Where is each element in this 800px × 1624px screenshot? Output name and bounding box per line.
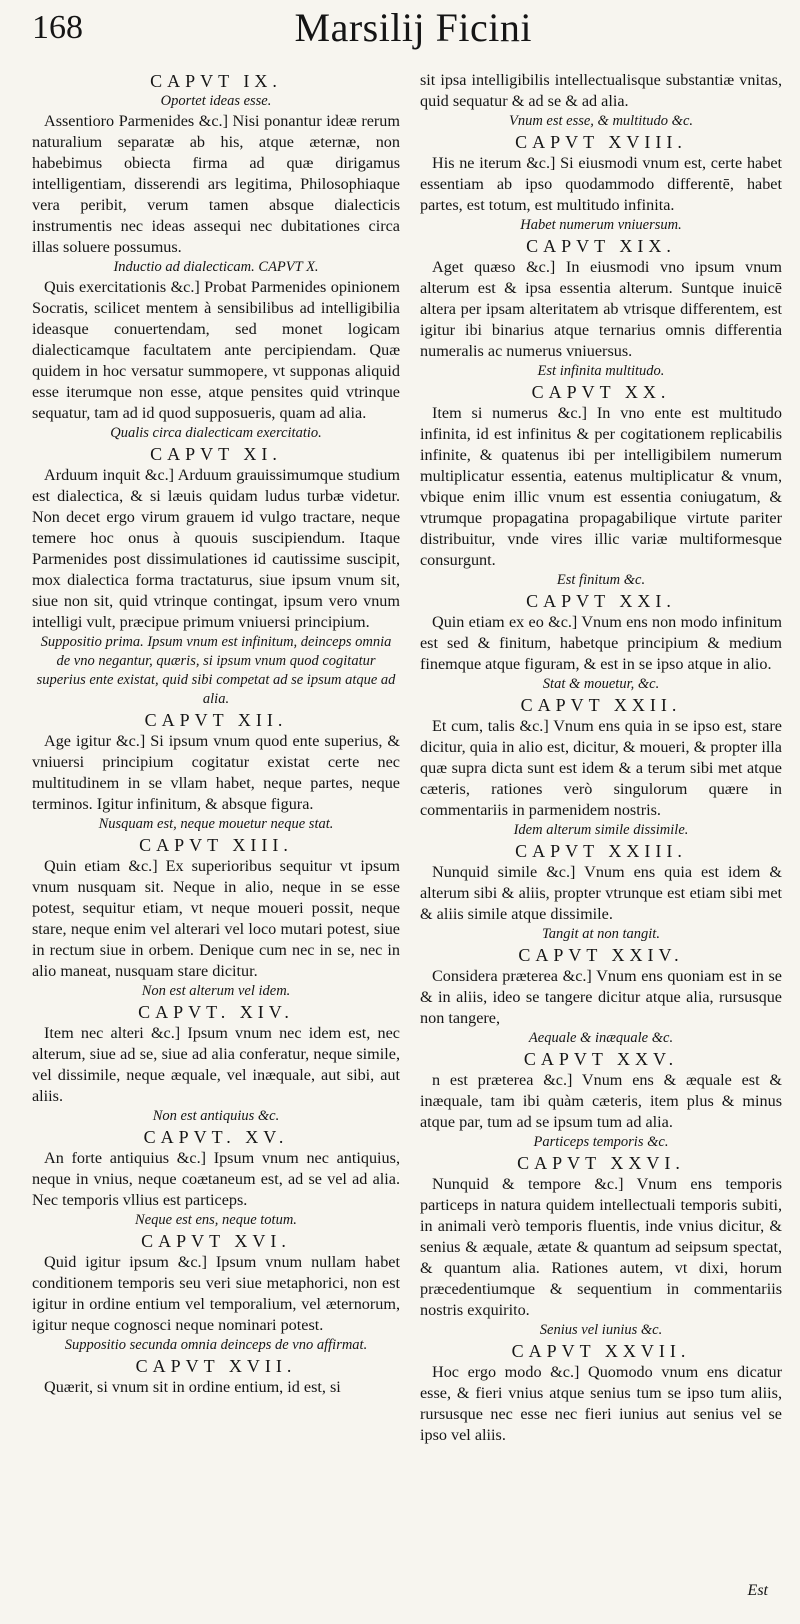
chapter-heading: CAPVT XX. <box>531 382 671 402</box>
text-columns <box>32 70 782 1446</box>
chapter-heading: CAPVT XIX. <box>526 236 676 256</box>
body-paragraph: Assentioro Parmenides &c.] Nisi ponantur ideæ rerum naturalium separatæ ab his, atque æternæ, non habebimus obiecta firma ad quæ dirigamus intelligentiam, disserendi ars legitima, Philosophiaque vera peribit, verum tamen absque dialecticis instrumentis nec ideas assequi nec dubitationes circa illas soluere possumus. <box>32 112 400 256</box>
chapter-heading: CAPVT XXIII. <box>515 841 687 861</box>
left-column <box>32 70 400 1446</box>
body-paragraph: Quærit, si vnum sit in ordine entium, id est, si <box>44 1378 341 1396</box>
chapter-subtitle: Est finitum &c. <box>556 572 646 588</box>
chapter-heading: CAPVT XVIII. <box>515 132 687 152</box>
chapter-heading: CAPVT IX. <box>150 71 282 91</box>
chapter-heading: CAPVT XVII. <box>135 1356 297 1376</box>
body-paragraph: Quid igitur ipsum &c.] Ipsum vnum nullam habet conditionem temporis seu veri siue metaphorici, non est igitur in ordine entium vel temporalium, vel æternorum, igitur neque cognosci neque nominari potest. <box>32 1253 400 1334</box>
chapter-subtitle: Inductio ad dialecticam. CAPVT X. <box>113 259 319 275</box>
body-paragraph: Quin etiam &c.] Ex superioribus sequitur vt ipsum vnum nusquam sit. Neque in alio, neque in se esse potest, sequitur etiam, vt neque moueri possit, neque stare, neque enim vel alterari vel loco mutari potest, siue in rectum siue in orbem. Denique cum nec in se, nec in alio maneat, nusquam stare dicitur. <box>32 857 400 980</box>
chapter-subtitle: Particeps temporis &c. <box>533 1134 669 1150</box>
chapter-subtitle: Habet numerum vniuersum. <box>520 217 682 233</box>
chapter-subtitle: Suppositio secunda omnia deinceps de vno affirmat. <box>64 1337 368 1353</box>
body-paragraph: sit ipsa intelligibilis intellectualisque substantiæ vnitas, quid sequatur & ad se & ad alia. <box>420 71 782 110</box>
chapter-subtitle: Nusquam est, neque mouetur neque stat. <box>98 816 334 832</box>
chapter-subtitle: Neque est ens, neque totum. <box>135 1212 297 1228</box>
chapter-subtitle: Oportet ideas esse. <box>160 93 272 109</box>
running-head <box>32 5 782 66</box>
body-paragraph: Item nec alteri &c.] Ipsum vnum nec idem est, nec alterum, siue ad se, siue ad alia conferatur, neque simile, vel dissimile, neque æquale, vel inæquale, aut sibi, aut aliis. <box>32 1024 400 1105</box>
chapter-heading: CAPVT XXII. <box>520 695 682 715</box>
body-paragraph: Age igitur &c.] Si ipsum vnum quod ente superius, & vniuersi principium cogitatur existat certe nec multitudinem in se vllam habet, neque partes, neque terminos. Igitur infinitum, & absque figura. <box>32 732 400 813</box>
chapter-subtitle: Qualis circa dialecticam exercitatio. <box>110 425 322 441</box>
chapter-heading: CAPVT XXVI. <box>517 1153 685 1173</box>
running-title: Marsilij Ficini <box>294 5 532 50</box>
catchword: Est <box>747 1582 768 1599</box>
chapter-heading: CAPVT XXI. <box>526 591 676 611</box>
body-paragraph: Nunquid & tempore &c.] Vnum ens temporis particeps in natura quidem intellectuali temporis subiti, in animali verò temporis fluentis, inde vnius dicitur, & senius & æquale, ætate & quantum ad seipsum spectat, & quantum alia. Rationes autem, vt dixi, horum præcedentiumque & sequentium in commentariis nostris exquirito. <box>420 1175 782 1319</box>
chapter-subtitle: Idem alterum simile dissimile. <box>513 822 689 838</box>
chapter-heading: CAPVT XIII. <box>139 835 293 855</box>
body-paragraph: His ne iterum &c.] Si eiusmodi vnum est, certe habet essentiam ab ipso quodammodo differentē, habet partes, est totum, est multitudo infinita. <box>420 154 782 214</box>
body-paragraph: Item si numerus &c.] In vno ente est multitudo infinita, id est infinitus & per cogitationem replicabilis infinite, & quatenus ibi per intelligibilem numerum multiplicatur essentia, eatenus multiplicatur & vnum, vbique enim illic vnum est essentia coniugatum, & vtrumque propagatina propagabilique virtute pariter distribuitur, vnde vires illic variæ multiformesque consurgunt. <box>420 404 782 569</box>
body-paragraph: Considera præterea &c.] Vnum ens quoniam est in se & in aliis, ideo se tangere dicitur atque alia, rursusque non tangere, <box>420 967 782 1027</box>
right-column <box>420 70 782 1446</box>
chapter-subtitle: Non est antiquius &c. <box>152 1108 280 1124</box>
chapter-heading: CAPVT XII. <box>144 710 288 730</box>
body-paragraph: Aget quæso &c.] In eiusmodi vno ipsum vnum alterum est & ipsa essentia alterum. Suntque inuicē altera per ipsam alteritatem ab vtrisque differentem, est igitur ibi binarius atque ternarius omnis differentia numeralis ac numerus vniuersus. <box>420 258 782 360</box>
chapter-subtitle: Est infinita multitudo. <box>537 363 665 379</box>
chapter-heading: CAPVT XXIV. <box>518 945 684 965</box>
body-paragraph: Quis exercitationis &c.] Probat Parmenides opinionem Socratis, scilicet mentem à sensibilibus ad intelligibilia ideasque conuertendam, sed monet logicam dialecticamque facultatem ante percipiendam. Quæ quidem in hoc versatur summopere, vt supponas aliquid esse iterumque non esse, atque pensites quid vtrinque sequatur, tam ad id quod supposueris, quam ad alia. <box>32 278 400 422</box>
body-paragraph: Hoc ergo modo &c.] Quomodo vnum ens dicatur esse, & fieri vnius atque senius tum se ipso tum aliis, rursusque nec esse nec fieri iunius aut senius vel se ipso vel aliis. <box>420 1363 782 1444</box>
body-paragraph: n est præterea &c.] Vnum ens & æquale est & inæquale, tam ibi quàm cæteris, item plus & minus atque par, tum ad se ipsum tum ad alia. <box>420 1071 782 1131</box>
chapter-subtitle: Senius vel iunius &c. <box>539 1322 663 1338</box>
chapter-subtitle: Stat & mouetur, &c. <box>542 676 660 692</box>
chapter-heading: CAPVT. XIV. <box>138 1002 294 1022</box>
chapter-subtitle: Vnum est esse, & multitudo &c. <box>508 113 694 129</box>
chapter-heading: CAPVT XXVII. <box>511 1341 691 1361</box>
chapter-subtitle: Tangit at non tangit. <box>542 926 660 942</box>
chapter-subtitle: Aequale & inæquale &c. <box>528 1030 674 1046</box>
chapter-heading: CAPVT XXV. <box>523 1049 679 1069</box>
page-number: 168 <box>32 9 83 46</box>
chapter-subtitle: Suppositio prima. Ipsum vnum est infinitum, deinceps omnia de vno negantur, quæris, si ipsum vnum quod cogitatur superius ente existat, quid sibi competat ad se ipsum atque ad alia. <box>36 634 396 707</box>
chapter-heading: CAPVT. XV. <box>143 1127 289 1147</box>
chapter-heading: CAPVT XVI. <box>141 1231 291 1251</box>
chapter-subtitle: Non est alterum vel idem. <box>141 983 291 999</box>
body-paragraph: Arduum inquit &c.] Arduum grauissimumque studium est dialectica, & si læuis quidam ludus turbæ videtur. Non decet ergo virum grauem id vulgo tractare, neque temere hoc onus à quouis suscipiendum. Itaque Parmenides post dissimulationes id cautissime suscipit, mox dialectica forma tractaturus, siue ipsum vnum sit, siue non sit, quid vtrinque contingat, ipsum vero vnum intelligi vult, præcipue primum vniuersi principium. <box>32 466 400 631</box>
body-paragraph: An forte antiquius &c.] Ipsum vnum nec antiquius, neque in vnius, neque coætaneum est, ad se vel ad alia. Nec temporis vllius est particeps. <box>32 1149 400 1209</box>
body-paragraph: Et cum, talis &c.] Vnum ens quia in se ipso est, stare dicitur, quia in alio est, dicitur, & moueri, & propter illa quæ supra dicta sunt est idem & a terum sibi met atque cæteris, rationes verò singulorum quære in commentariis in parmenidem nostris. <box>420 717 782 819</box>
body-paragraph: Nunquid simile &c.] Vnum ens quia est idem & alterum sibi & aliis, propter vtrunque est etiam sibi met & aliis simile atque dissimile. <box>420 863 782 923</box>
chapter-heading: CAPVT XI. <box>150 444 282 464</box>
body-paragraph: Quin etiam ex eo &c.] Vnum ens non modo infinitum est sed & finitum, habetque principium & medium finemque atque figuram, & est in se ipso atque in alio. <box>420 613 782 673</box>
